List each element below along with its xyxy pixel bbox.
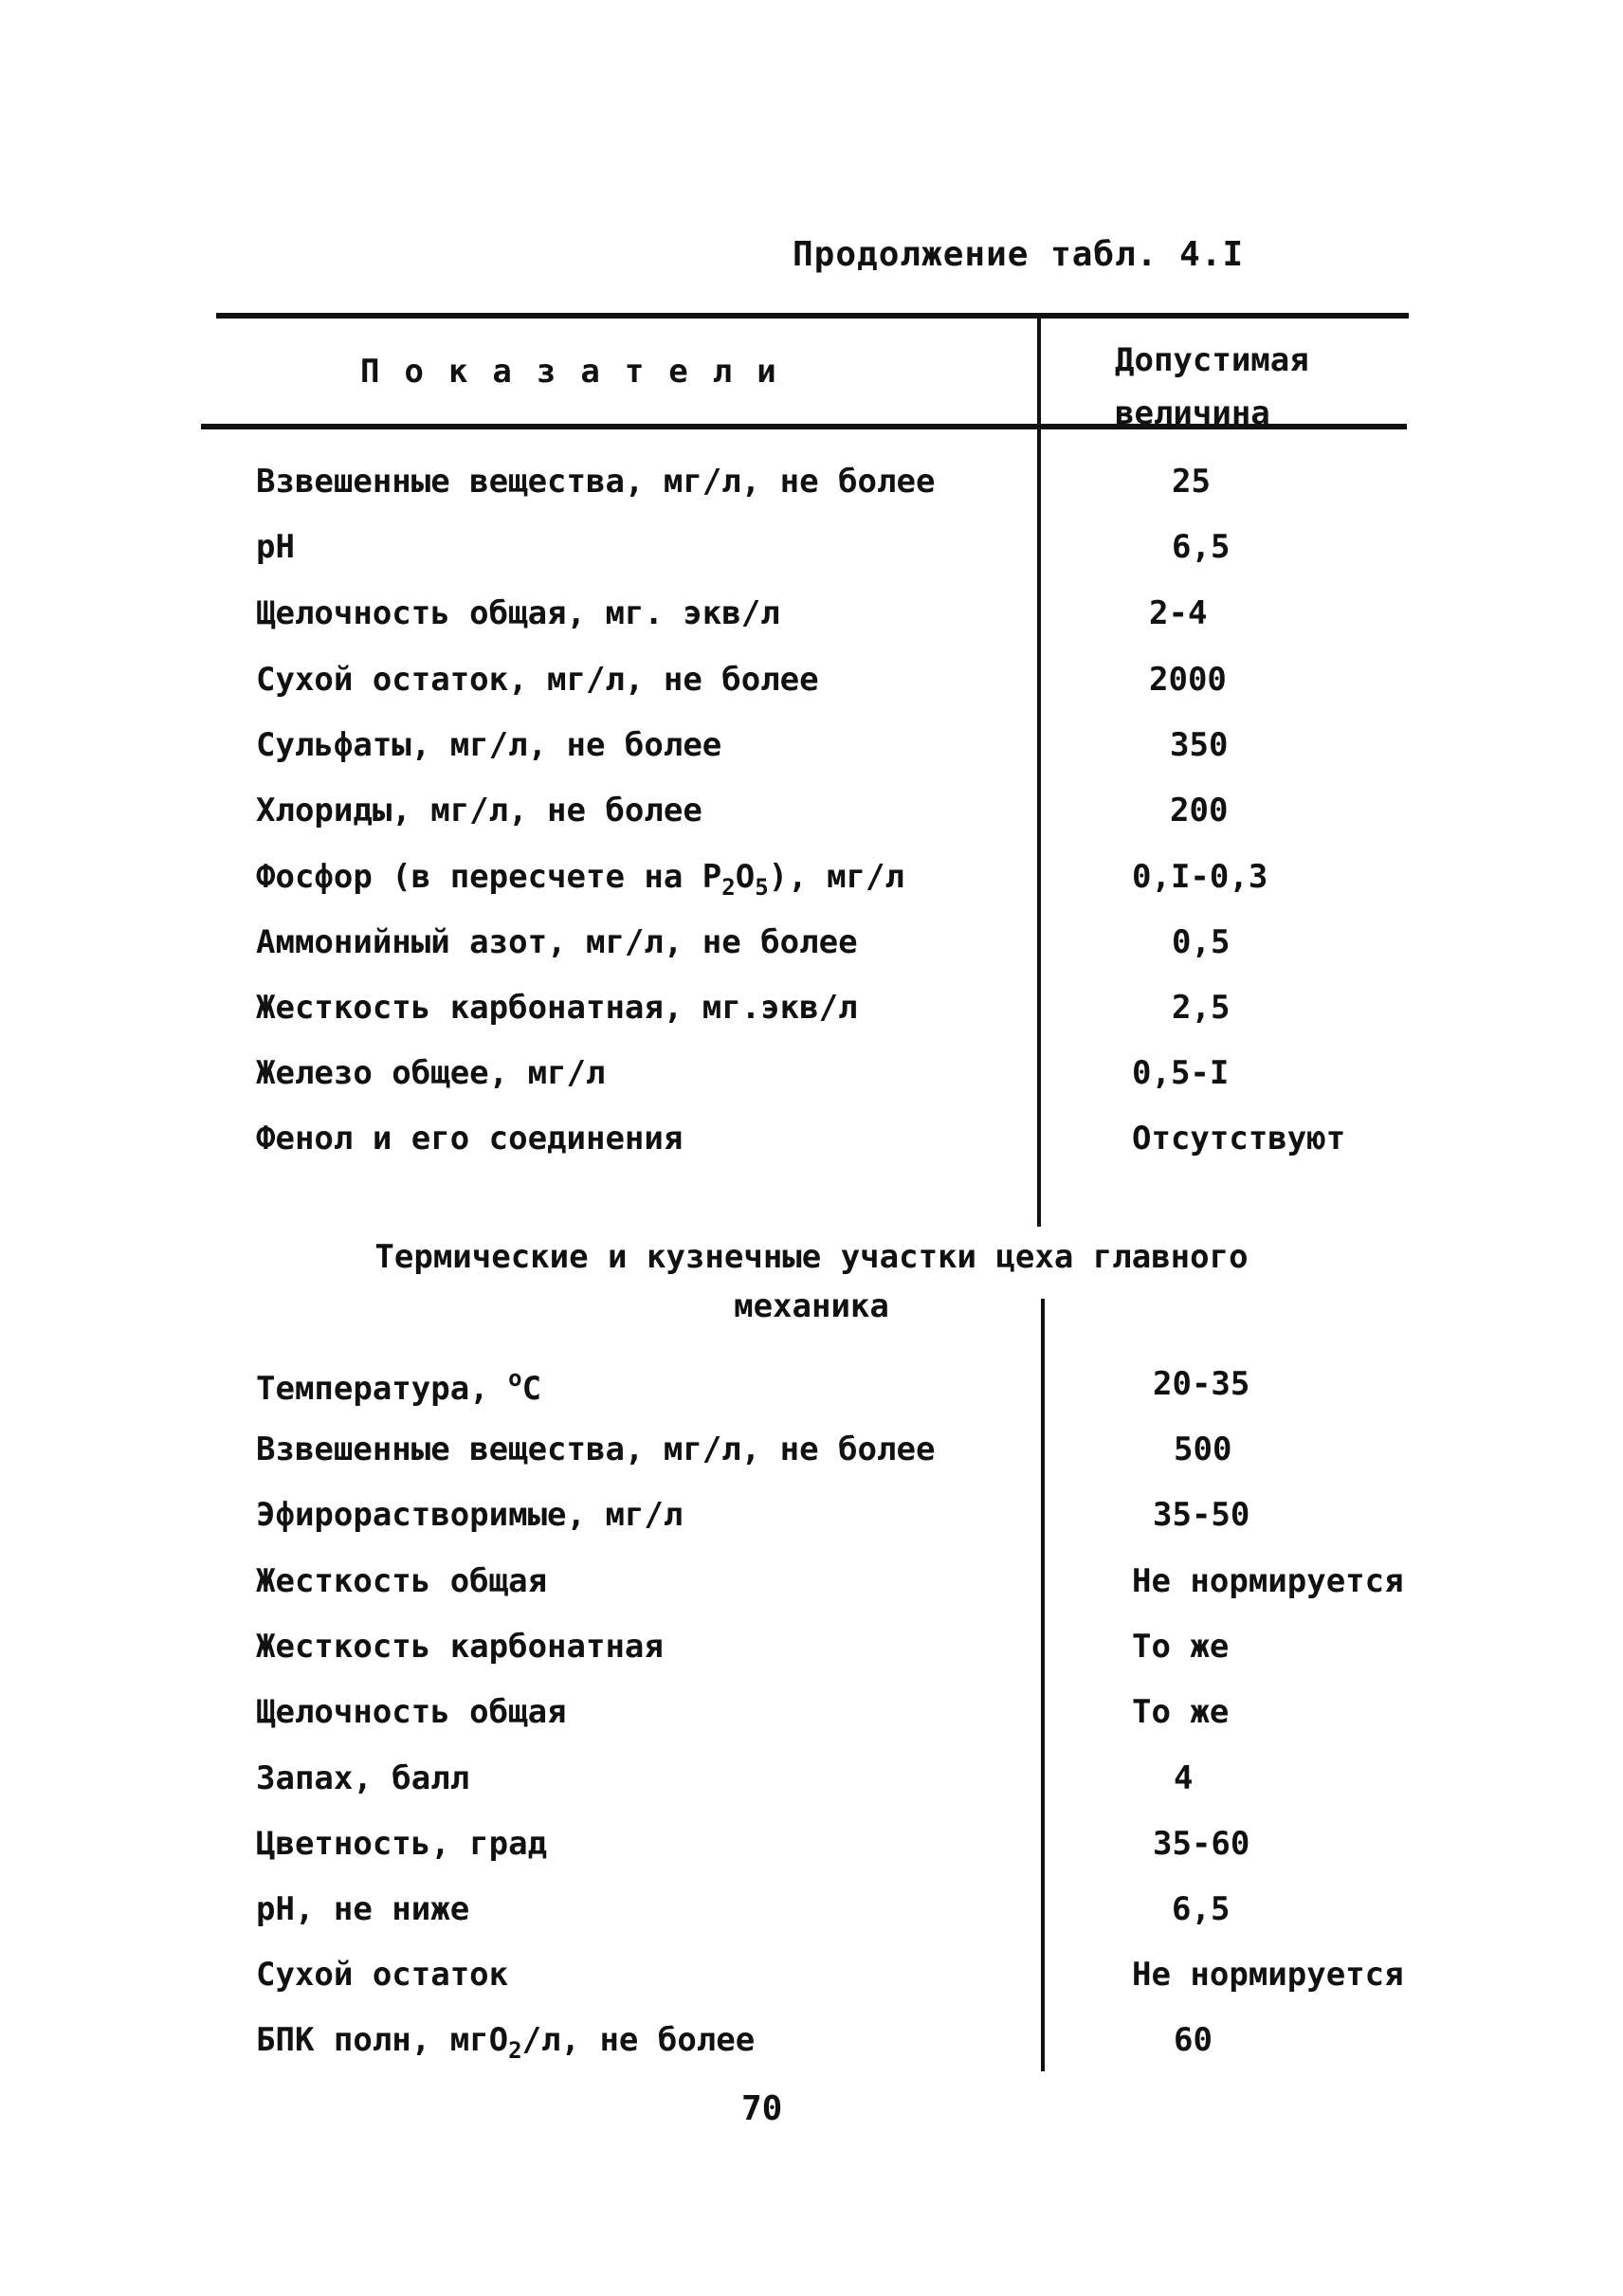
row-label: Жесткость карбонатная, мг.экв/л: [256, 989, 858, 1027]
table-top-rule: [216, 313, 1409, 319]
section-heading-line1: Термические и кузнечные участки цеха главного: [374, 1238, 1249, 1276]
row-value: 200: [1170, 792, 1229, 829]
row-value: 6,5: [1172, 1890, 1231, 1928]
row-value: 60: [1174, 2021, 1213, 2059]
row-label: Хлориды, мг/л, не более: [256, 792, 702, 829]
row-label: Сухой остаток, мг/л, не более: [256, 661, 819, 699]
row-value: 500: [1174, 1430, 1232, 1468]
row-label: Фенол и его соединения: [256, 1120, 684, 1157]
row-label-phosphorus: Фосфор (в пересчете на $P_2O_5$), мг/л: [256, 858, 904, 901]
row-value: 0,5: [1172, 923, 1231, 961]
row-value: 6,5: [1172, 528, 1231, 566]
row-value: 2,5: [1172, 989, 1231, 1027]
row-label-temperature: Температура, $^o$C: [256, 1365, 542, 1408]
row-value: 2-4: [1149, 594, 1208, 632]
section-heading: [0, 1232, 1623, 1331]
row-label: Аммонийный азот, мг/л, не более: [256, 923, 858, 961]
header-indicators: Показатели: [360, 353, 801, 391]
row-value: Отсутствуют: [1132, 1120, 1346, 1157]
row-label: рН, не ниже: [256, 1890, 470, 1928]
row-value: То же: [1132, 1628, 1230, 1666]
row-label: Сульфаты, мг/л, не более: [256, 726, 722, 764]
row-label: Щелочность общая: [256, 1693, 567, 1731]
row-value: 4: [1174, 1759, 1194, 1797]
row-label: Жесткость общая: [256, 1562, 548, 1600]
section-heading-line2: механика: [734, 1287, 889, 1325]
row-label: Сухой остаток: [256, 1956, 509, 1994]
row-value: 35-60: [1153, 1825, 1250, 1863]
row-value: Не нормируется: [1132, 1562, 1404, 1600]
column-divider-upper: [1037, 317, 1041, 1227]
table-caption: Продолжение табл. 4.I: [793, 235, 1245, 274]
row-value: 35-50: [1153, 1496, 1250, 1534]
header-value: [1115, 334, 1309, 440]
row-value: 20-35: [1153, 1365, 1250, 1403]
row-label: Запах, балл: [256, 1759, 470, 1797]
row-label: Взвешенные вещества, мг/л, не более: [256, 1430, 936, 1468]
page-number: 70: [741, 2089, 783, 2128]
header-value-line1: Допустимая: [1115, 341, 1309, 379]
row-label-bod: БПК полн, мгО$_2$/л, не более: [256, 2021, 756, 2064]
row-value: 0,5-I: [1132, 1054, 1230, 1092]
row-value: 0,I-0,3: [1132, 858, 1268, 896]
row-label: Эфирорастворимые, мг/л: [256, 1496, 684, 1534]
column-divider-lower: [1041, 1299, 1045, 2071]
row-label: Жесткость карбонатная: [256, 1628, 664, 1666]
row-value: 350: [1170, 726, 1229, 764]
row-value: 2000: [1149, 661, 1227, 699]
row-value: То же: [1132, 1693, 1230, 1731]
row-label: Щелочность общая, мг. экв/л: [256, 594, 780, 632]
row-label: Взвешенные вещества, мг/л, не более: [256, 463, 936, 501]
row-value: Не нормируется: [1132, 1956, 1404, 1994]
row-label: Цветность, град: [256, 1825, 548, 1863]
row-label: Железо общее, мг/л: [256, 1054, 606, 1092]
row-label: рН: [256, 528, 295, 566]
row-value: 25: [1172, 463, 1211, 501]
header-value-line2: величина: [1115, 394, 1270, 432]
